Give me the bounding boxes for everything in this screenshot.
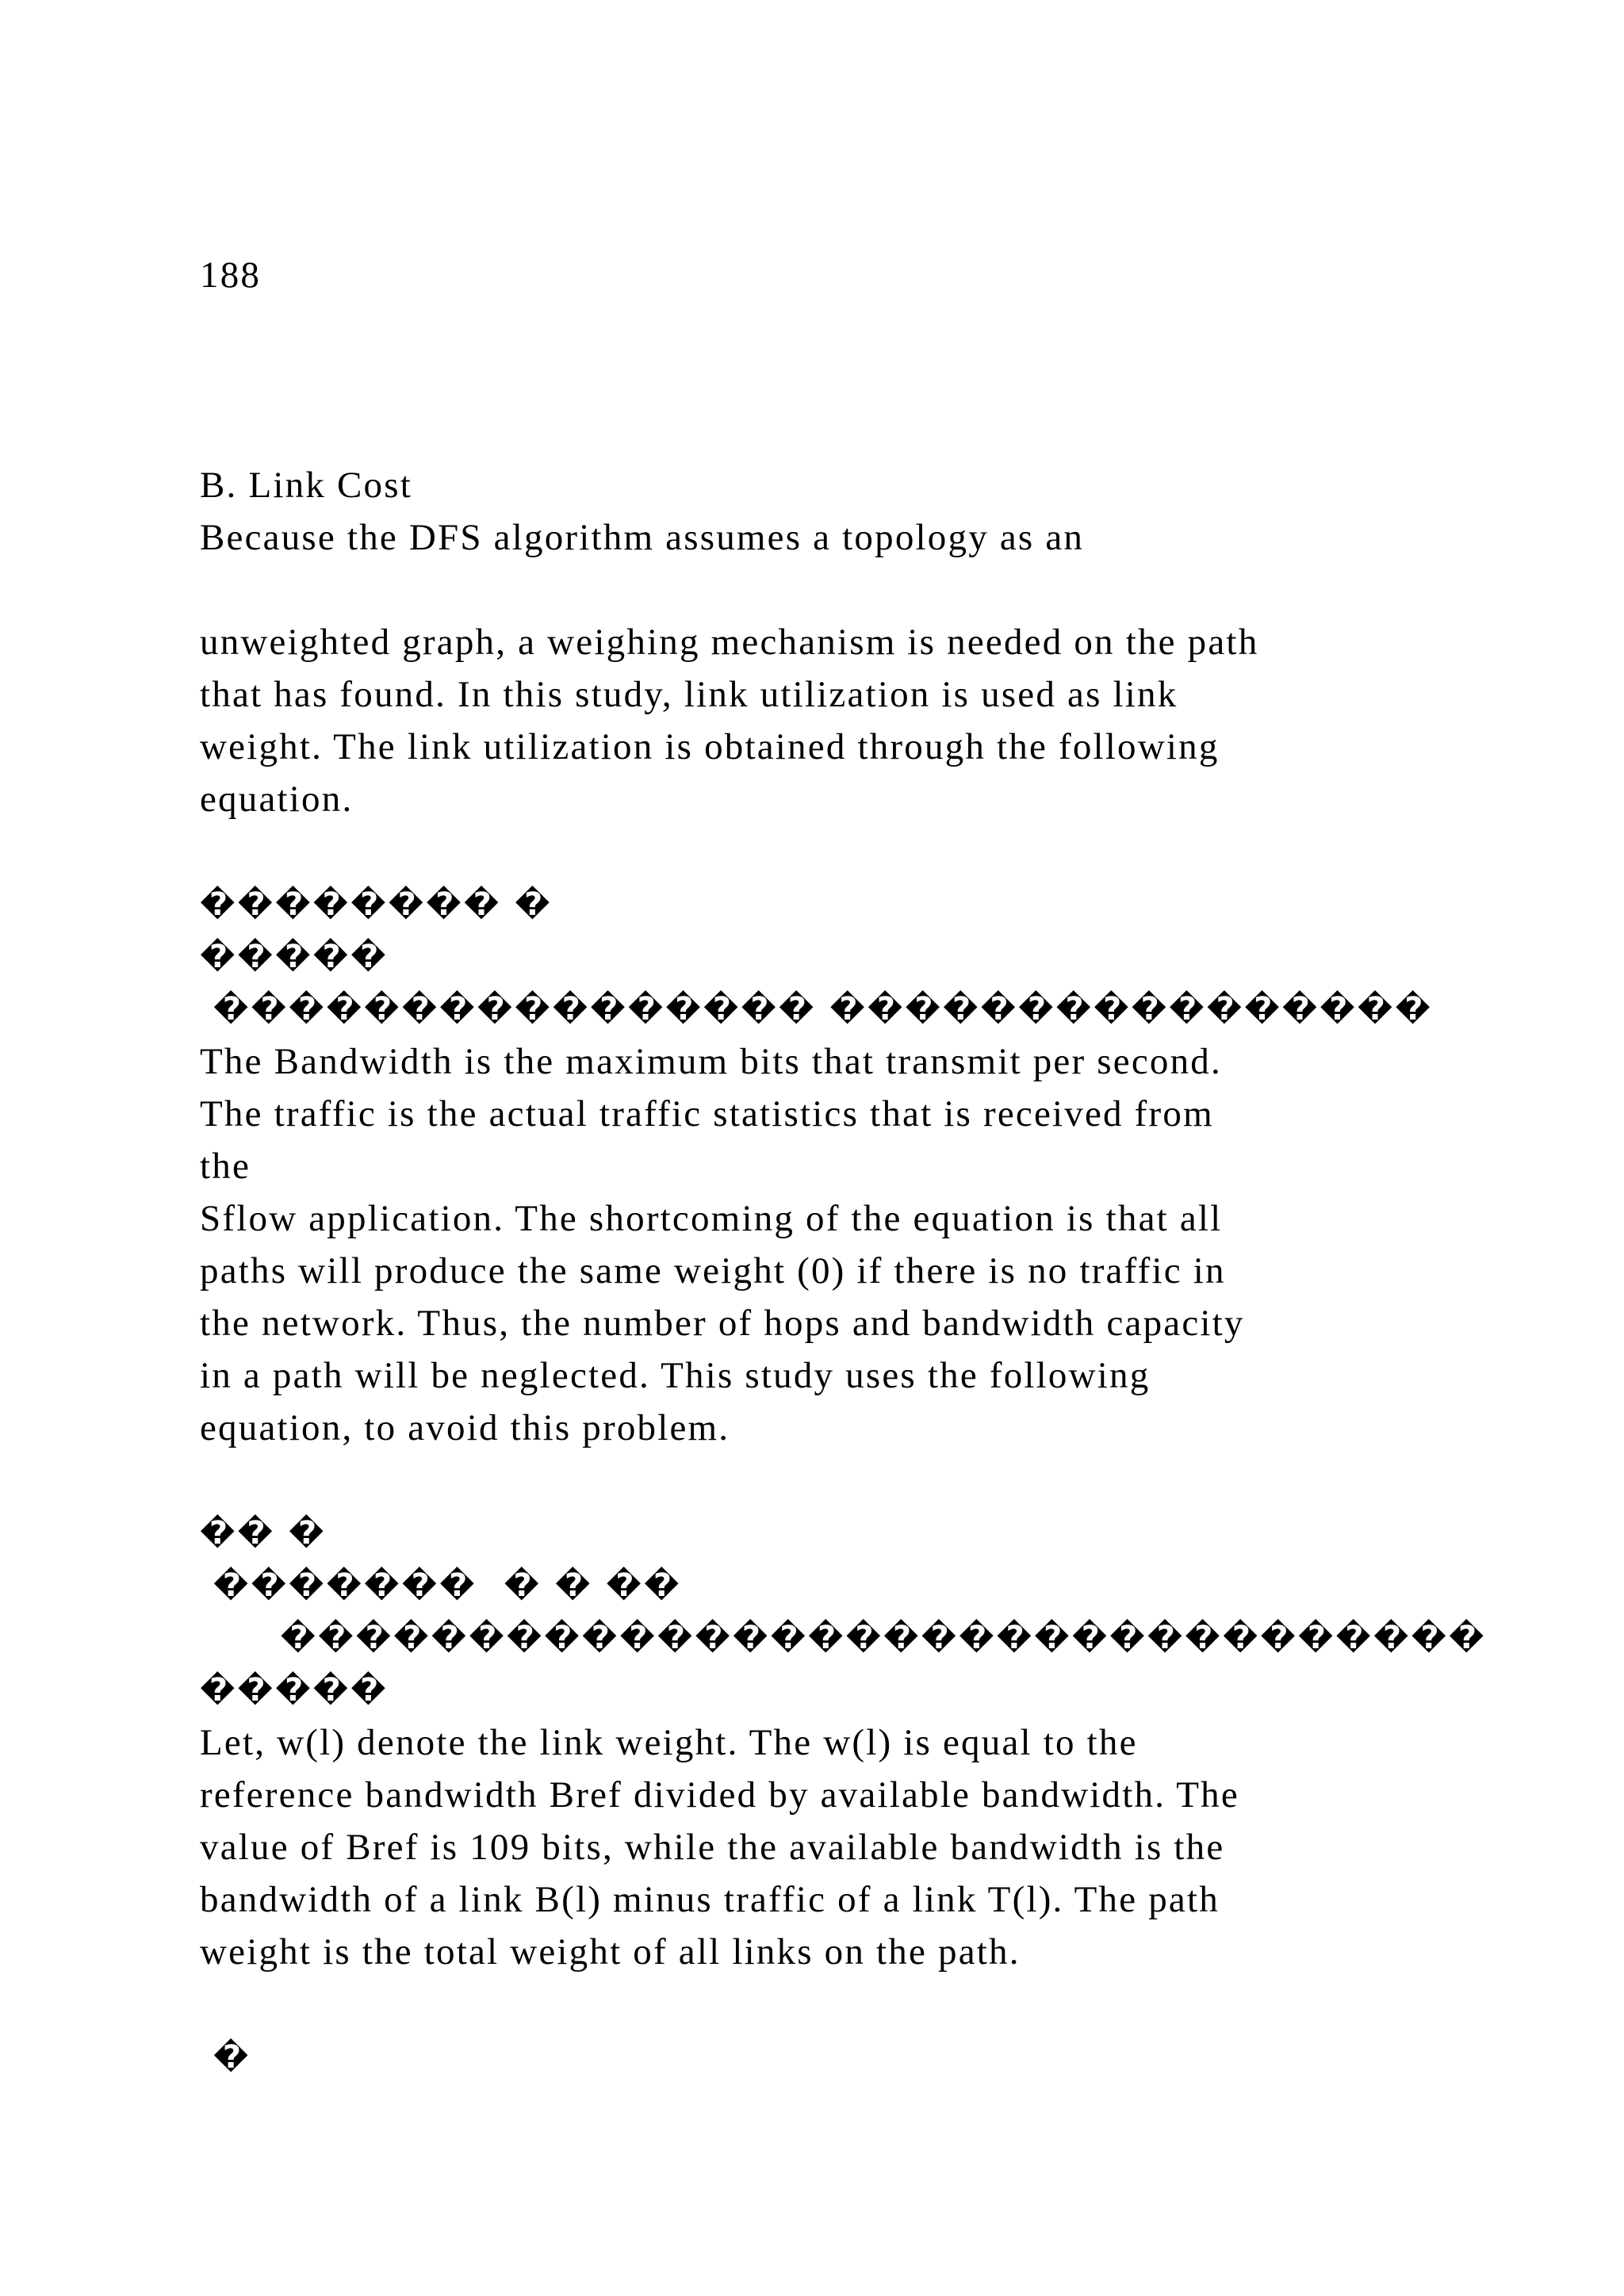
paragraph-1-first-line: Because the DFS algorithm assumes a topology as an — [200, 517, 1085, 558]
paragraph-2-line: The traffic is the actual traffic statistics that is received from — [200, 1093, 1214, 1135]
page-number: 188 — [200, 254, 262, 296]
paragraph-1-line: equation. — [200, 779, 354, 820]
paragraph-3-line: value of Bref is 109 bits, while the available bandwidth is the — [200, 1827, 1225, 1868]
paragraph-1-line: that has found. In this study, link utilization is used as link — [200, 674, 1178, 715]
paragraph-2-line: the network. Thus, the number of hops and bandwidth capacity — [200, 1303, 1245, 1344]
paragraph-2-line: equation, to avoid this problem. — [200, 1407, 730, 1448]
equation-2-line: �������������������������������� — [200, 1620, 1487, 1656]
equation-1-line: ����� — [200, 939, 389, 975]
equation-1-line: ���������������� ���������������� — [200, 991, 1433, 1027]
paragraph-1-line: unweighted graph, a weighing mechanism is needed on the path — [200, 622, 1259, 663]
paragraph-2-line: Sflow application. The shortcoming of the equation is that all — [200, 1198, 1223, 1239]
paragraph-3-line: bandwidth of a link B(l) minus traffic of a link T(l). The path — [200, 1879, 1220, 1920]
paragraph-2-line: the — [200, 1146, 251, 1187]
paragraph-3-line: Let, w(l) denote the link weight. The w(l) is equal to the — [200, 1722, 1138, 1763]
section-heading: B. Link Cost — [200, 465, 412, 506]
paragraph-3-line: weight is the total weight of all links on the path. — [200, 1931, 1021, 1973]
equation-2-line: �� � — [200, 1515, 327, 1552]
equation-2-line: ����� — [200, 1672, 389, 1709]
paragraph-2-line: paths will produce the same weight (0) if there is no traffic in — [200, 1250, 1226, 1292]
paragraph-2-line: The Bandwidth is the maximum bits that transmit per second. — [200, 1041, 1222, 1082]
paragraph-3-line: reference bandwidth Bref divided by available bandwidth. The — [200, 1774, 1239, 1816]
equation-3-line: � — [200, 2039, 251, 2076]
paragraph-1-line: weight. The link utilization is obtained through the following — [200, 726, 1220, 767]
equation-2-line: ������� � � �� — [200, 1567, 682, 1604]
paragraph-2-line: in a path will be neglected. This study uses the following — [200, 1355, 1151, 1396]
equation-1-line: �������� � — [200, 886, 553, 923]
